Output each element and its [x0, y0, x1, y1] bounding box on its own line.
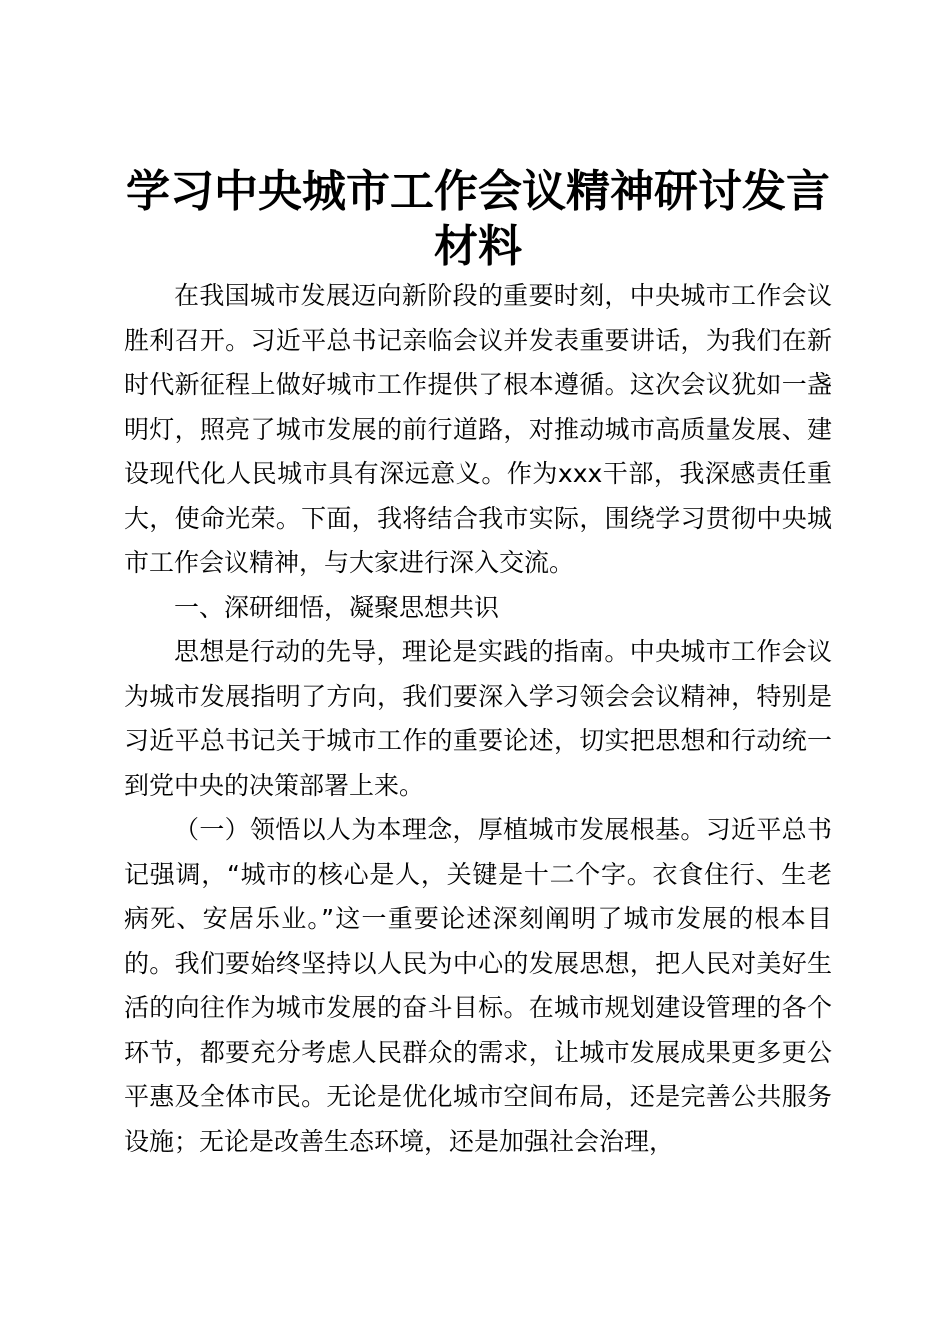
intro-paragraph: 在我国城市发展迈向新阶段的重要时刻，中央城市工作会议胜利召开。习近平总书记亲临会议并发表重要讲话，为我们在新时代新征程上做好城市工作提供了根本遵循。这次会议犹如一盏明灯，照亮了城市发展的前行道路，对推动城市高质量发展、建设现代化人民城市具有深远意义。作为xxx干部，我深感责任重大，使命光荣。下面，我将结合我市实际，围绕学习贯彻中央城市工作会议精神，与大家进行深入交流。	[124, 281, 832, 577]
document-body	[124, 164, 832, 1164]
section-heading: 一、深研细悟，凝聚思想共识	[174, 592, 500, 622]
body-paragraph: 思想是行动的先导，理论是实践的指南。中央城市工作会议为城市发展指明了方向，我们要深入学习领会会议精神，特别是习近平总书记关于城市工作的重要论述，切实把思想和行动统一到党中央的决策部署上来。	[124, 637, 832, 800]
document-title: 学习中央城市工作会议精神研讨发言材料	[126, 166, 830, 272]
body-paragraph: （一）领悟以人为本理念，厚植城市发展根基。习近平总书记强调，“城市的核心是人，关键是十二个字。衣食住行、生老病死、安居乐业。”这一重要论述深刻阐明了城市发展的根本目的。我们要始终坚持以人民为中心的发展思想，把人民对美好生活的向往作为城市发展的奋斗目标。在城市规划建设管理的各个环节，都要充分考虑人民群众的需求，让城市发展成果更多更公平惠及全体市民。无论是优化城市空间布局，还是完善公共服务设施；无论是改善生态环境，还是加强社会治理，	[124, 815, 832, 1156]
